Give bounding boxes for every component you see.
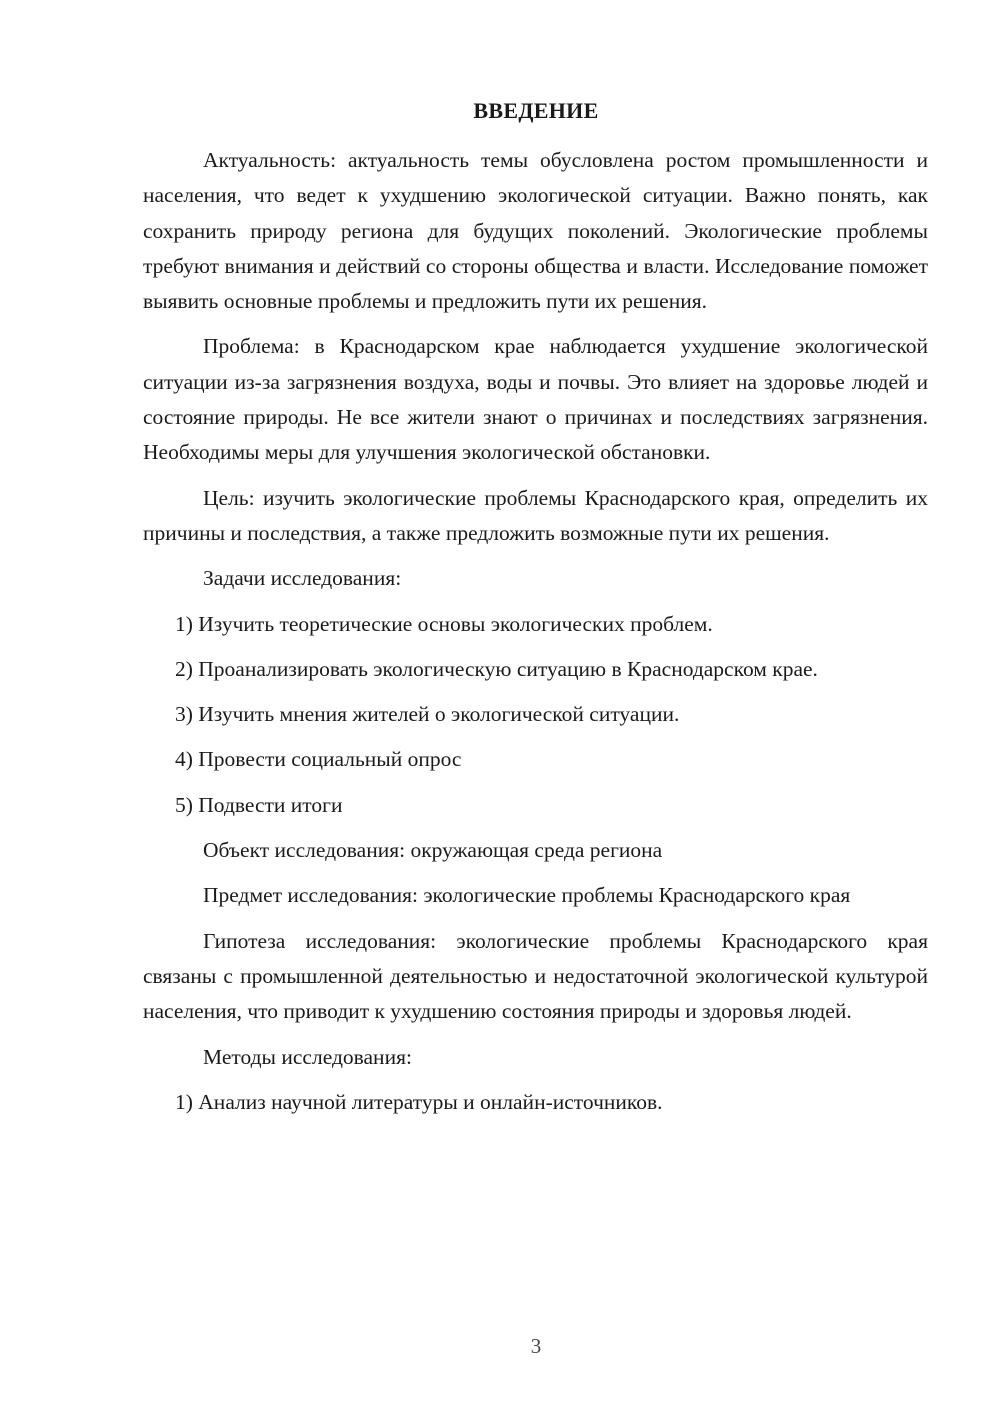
task-item: 3) Изучить мнения жителей о экологической ситуации. — [175, 702, 680, 727]
paragraph-relevance: Актуальность: актуальность темы обусловлена ростом промышленности и населения, что ведет к ухудшению экологической ситуации. Важно понять, как сохранить природу региона для будущих поколений. Экологические проблемы требуют внимания и действий со стороны общества и власти. Исследование поможет выявить основные проблемы и предложить пути их решения. — [143, 148, 928, 314]
paragraph-object: Объект исследования: окружающая среда региона — [203, 838, 663, 863]
paragraph-problem: Проблема: в Краснодарском крае наблюдается ухудшение экологической ситуации из-за загрязнения воздуха, воды и почвы. Это влияет на здоровье людей и состояние природы. Не все жители знают о причинах и последствиях загрязнения. Необходимы меры для улучшения экологической обстановки. — [143, 334, 928, 465]
method-item: 1) Анализ научной литературы и онлайн-источников. — [175, 1089, 663, 1114]
paragraph-subject: Предмет исследования: экологические проблемы Краснодарского края — [203, 883, 851, 908]
paragraph-hypothesis: Гипотеза исследования: экологические проблемы Краснодарского края связаны с промышленной деятельностью и недостаточной экологической культурой населения, что приводит к ухудшению состояния природы и здоровья людей. — [143, 928, 928, 1024]
document-body — [143, 143, 928, 1130]
task-item: 1) Изучить теоретические основы экологических проблем. — [175, 611, 713, 636]
page-title: ВВЕДЕНИЕ — [473, 98, 599, 123]
page-number: 3 — [530, 1334, 542, 1358]
tasks-heading: Задачи исследования: — [203, 566, 402, 591]
methods-heading: Методы исследования: — [203, 1044, 412, 1069]
paragraph-goal: Цель: изучить экологические проблемы Краснодарского края, определить их причины и последствия, а также предложить возможные пути их решения. — [143, 485, 928, 545]
task-item: 2) Проанализировать экологическую ситуацию в Краснодарском крае. — [175, 656, 818, 681]
task-item: 4) Провести социальный опрос — [175, 747, 462, 772]
task-item: 5) Подвести итоги — [175, 792, 343, 817]
